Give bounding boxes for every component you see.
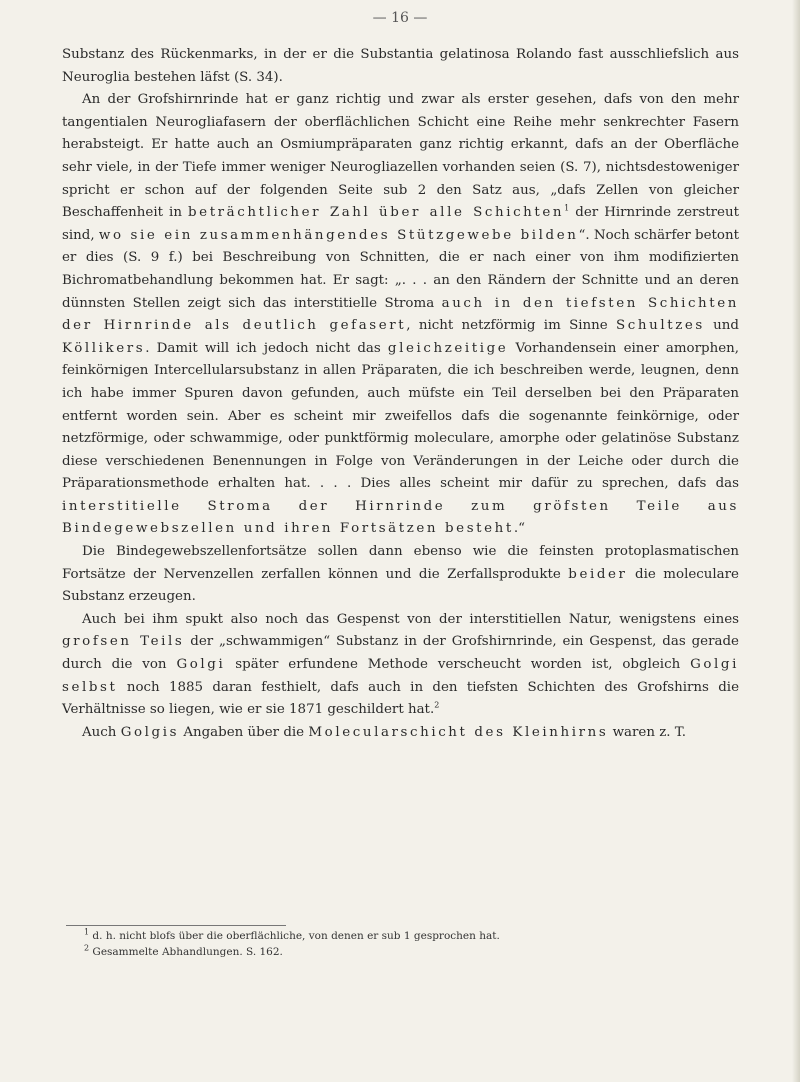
text-run: Die Bindegewebszellenfortsätze sollen dann ebenso wie die feinsten protoplasmatischen Fortsätze der Nervenzellen zerfallen können und die Zerfallsprodukte xyxy=(62,544,739,582)
paragraph xyxy=(62,89,739,541)
spaced-emphasis-text: Golgi selbst xyxy=(62,657,739,695)
text-run: Auch bei ihm spukt also noch das Gespenst von der interstitiellen Natur, wenigstens eines xyxy=(82,611,739,627)
text-run: .“ xyxy=(513,521,525,537)
spaced-emphasis-text: beider xyxy=(568,566,628,582)
page-number: — 16 — xyxy=(372,10,428,26)
spaced-emphasis-text: Golgis xyxy=(120,724,180,740)
paragraph xyxy=(62,609,739,722)
text-run: waren z. T. xyxy=(608,724,687,740)
spaced-emphasis-text: interstitielle Stroma der Hirnrinde zum gröfsten Teile aus Bindegewebszellen und ihren Fortsätzen besteht xyxy=(62,498,739,537)
text-run: die moleculare Substanz erzeugen. xyxy=(62,566,739,605)
paragraph xyxy=(62,722,739,745)
text-run: An der Grofshirnrinde hat er ganz richtig und zwar als erster gesehen, dafs von den mehr tangentialen Neurogliafasern der oberflächlichen Schicht eine Reihe mehr senkrechter Fasern herabsteigt. Er hatte auch an Osmiumpräparaten ganz richtig erkannt, dafs an der Oberfläche sehr viele, in der Tiefe immer weniger Neurogliazellen vorhanden seien (S. 7), nichtsdestoweniger spricht er schon auf der folgenden Seite sub 2 den Satz aus, „dafs Zellen von gleicher Beschaffenheit in xyxy=(62,92,739,221)
footnote xyxy=(84,928,724,944)
text-run: Auch xyxy=(82,724,121,740)
footnote-mark: 1 xyxy=(564,203,570,213)
footnote-number: 2 xyxy=(84,943,90,953)
spaced-emphasis-text: Schultzes xyxy=(616,318,705,334)
text-run: . Damit will ich jedoch nicht das xyxy=(145,340,388,356)
text-run: und xyxy=(704,318,740,334)
spaced-emphasis-text: Köllikers xyxy=(62,340,146,356)
spaced-emphasis-text: Molecularschicht des Kleinhirns xyxy=(308,724,609,740)
paragraph xyxy=(62,44,739,89)
footnote-rule xyxy=(66,925,286,926)
text-run: , nicht netzförmig im Sinne xyxy=(406,318,617,334)
spaced-emphasis-text: auch in den tiefsten Schichten der Hirnrinde als deutlich gefasert xyxy=(62,295,740,334)
text-run: “. Noch schärfer betont er dies (S. 9 f.) bei Beschreibung von Schnitten, die er nach einer von ihm modifizierten Bichromatbehandlung bekommen hat. Er sagt: „. . . an den Rändern der Schnitte und an deren dünnsten Stellen zeigt sich das interstitielle Stroma xyxy=(62,227,739,311)
spaced-emphasis-text: gleichzeitige xyxy=(387,340,509,356)
text-run: Substanz des Rückenmarks, in der er die Substantia gelatinosa Rolando fast ausschliefslich aus Neuroglia bestehen läfst (S. 34). xyxy=(62,47,739,85)
text-run: Vorhandensein einer amorphen, feinkörnigen Intercellularsubstanz in allen Präparaten, die ich beschreiben werde, leugnen, denn ich habe immer Spuren davon gefunden, auch müfste ein Teil derselben bei den Präparaten entfernt worden sein. Aber es scheint mir zweifellos dafs die sogenannte feinkörnige, oder netzförmige, oder schwammige, oder punktförmig moleculare, amorphe oder gelatinöse Substanz diese verschiedenen Benennungen in Folge von Veränderungen in der Leiche oder durch die Präparationsmethode erhalten hat. . . . Dies alles scheint mir dafür zu sprechen, dafs das xyxy=(62,340,739,492)
footnote-text: d. h. nicht blofs über die oberflächliche, von denen er sub 1 gesprochen hat. xyxy=(89,930,500,942)
spaced-emphasis-text: grofsen Teils xyxy=(62,634,185,650)
text-run: der „schwammigen“ Substanz in der Grofshirnrinde, ein Gespenst, das gerade durch die von xyxy=(62,634,739,673)
footnote-text: Gesammelte Abhandlungen. S. 162. xyxy=(89,946,283,958)
paragraph xyxy=(62,541,739,609)
spaced-emphasis-text: Golgi xyxy=(176,657,226,673)
spaced-emphasis-text: wo sie ein zusammenhängendes Stützgewebe bilden xyxy=(98,227,579,243)
text-run: der Hirnrinde zerstreut sind, xyxy=(62,205,739,243)
text-run: Angaben über die xyxy=(179,724,309,740)
page-edge-shadow xyxy=(792,0,800,1082)
footnotes xyxy=(84,928,724,960)
spaced-emphasis-text: beträchtlicher Zahl über alle Schichten xyxy=(188,205,565,221)
footnote-number: 1 xyxy=(84,927,90,937)
body-text xyxy=(62,44,739,744)
text-run: noch 1885 daran festhielt, dafs auch in den tiefsten Schichten des Grofshirns die Verhältnisse so liegen, wie er sie 1871 geschildert hat. xyxy=(62,679,739,718)
footnote xyxy=(84,944,724,960)
footnote-mark: 2 xyxy=(434,700,440,710)
text-run: später erfundene Methode verscheucht worden ist, obgleich xyxy=(225,657,691,673)
